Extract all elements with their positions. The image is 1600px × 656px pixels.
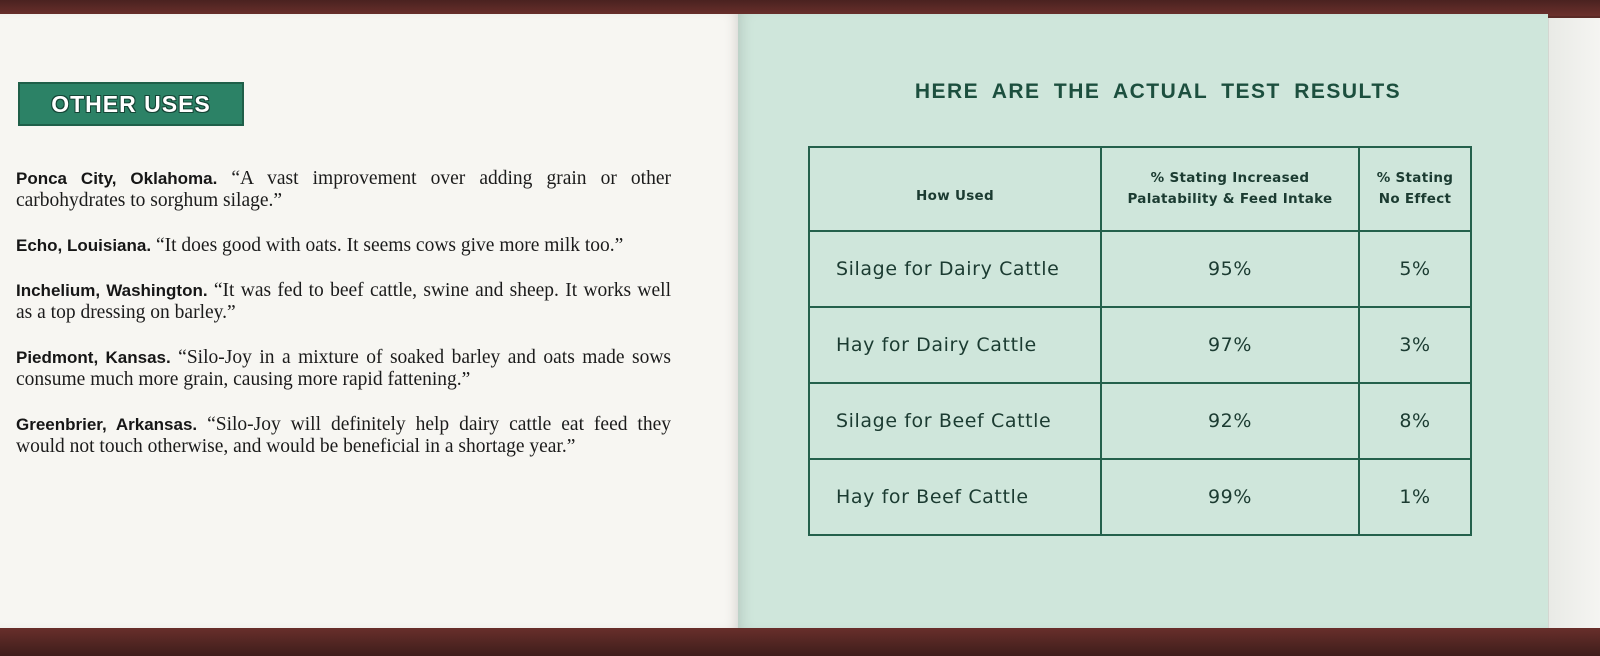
cell-no-effect: 3% [1359, 307, 1471, 383]
other-uses-heading [18, 82, 244, 126]
header-increased [1101, 147, 1359, 231]
table-row [809, 383, 1471, 459]
testimonial [16, 168, 671, 212]
cell-increased: 95% [1101, 231, 1359, 307]
header-increased-line2: Palatability & Feed Intake [1127, 191, 1333, 207]
testimonial-quote: “A vast improvement over adding grain or other carbohydrates to sorghum silage.” [16, 168, 671, 211]
cell-how-used: Silage for Beef Cattle [809, 383, 1101, 459]
cell-no-effect: 8% [1359, 383, 1471, 459]
table-row [809, 307, 1471, 383]
testimonial-quote: “It was fed to beef cattle, swine and sheep. It works well as a top dressing on barley.” [16, 280, 671, 323]
header-increased-line1: % Stating Increased [1150, 170, 1310, 186]
testimonial-place: Greenbrier, Arkansas. [16, 415, 198, 434]
table-row [809, 459, 1471, 535]
testimonial [16, 280, 671, 324]
next-page-edge [1548, 18, 1600, 628]
testimonial-quote: “Silo-Joy will definitely help dairy cattle eat feed they would not touch otherwise, and would be beneficial in a shortage year.” [16, 414, 671, 457]
testimonial-quote: “Silo-Joy in a mixture of soaked barley and oats made sows consume much more grain, causing more rapid fattening.” [16, 347, 671, 390]
header-no-effect-line1: % Stating [1376, 170, 1454, 186]
cell-increased: 97% [1101, 307, 1359, 383]
cell-how-used: Silage for Dairy Cattle [809, 231, 1101, 307]
testimonial [16, 414, 671, 458]
header-no-effect [1359, 147, 1471, 231]
cell-increased: 92% [1101, 383, 1359, 459]
testimonial [16, 347, 671, 391]
results-title: HERE ARE THE ACTUAL TEST RESULTS [914, 80, 1402, 103]
testimonial-place: Inchelium, Washington. [16, 281, 208, 300]
cell-no-effect: 5% [1359, 231, 1471, 307]
table-header-row [809, 147, 1471, 231]
cell-how-used: Hay for Beef Cattle [809, 459, 1101, 535]
testimonial-quote: “It does good with oats. It seems cows give more milk too.” [151, 235, 624, 256]
cell-no-effect: 1% [1359, 459, 1471, 535]
testimonial-place: Piedmont, Kansas. [16, 348, 171, 367]
cell-increased: 99% [1101, 459, 1359, 535]
testimonial [16, 235, 671, 257]
header-no-effect-line2: No Effect [1378, 191, 1452, 207]
testimonial-place: Echo, Louisiana. [16, 236, 152, 255]
cell-how-used: Hay for Dairy Cattle [809, 307, 1101, 383]
cover-bottom-edge [0, 626, 1600, 656]
testimonials-list [16, 168, 671, 481]
table-row [809, 231, 1471, 307]
testimonial-place: Ponca City, Oklahoma. [16, 169, 218, 188]
results-table [808, 146, 1472, 536]
header-how-used: How Used [809, 147, 1101, 231]
other-uses-heading-text: OTHER USES [51, 90, 211, 117]
